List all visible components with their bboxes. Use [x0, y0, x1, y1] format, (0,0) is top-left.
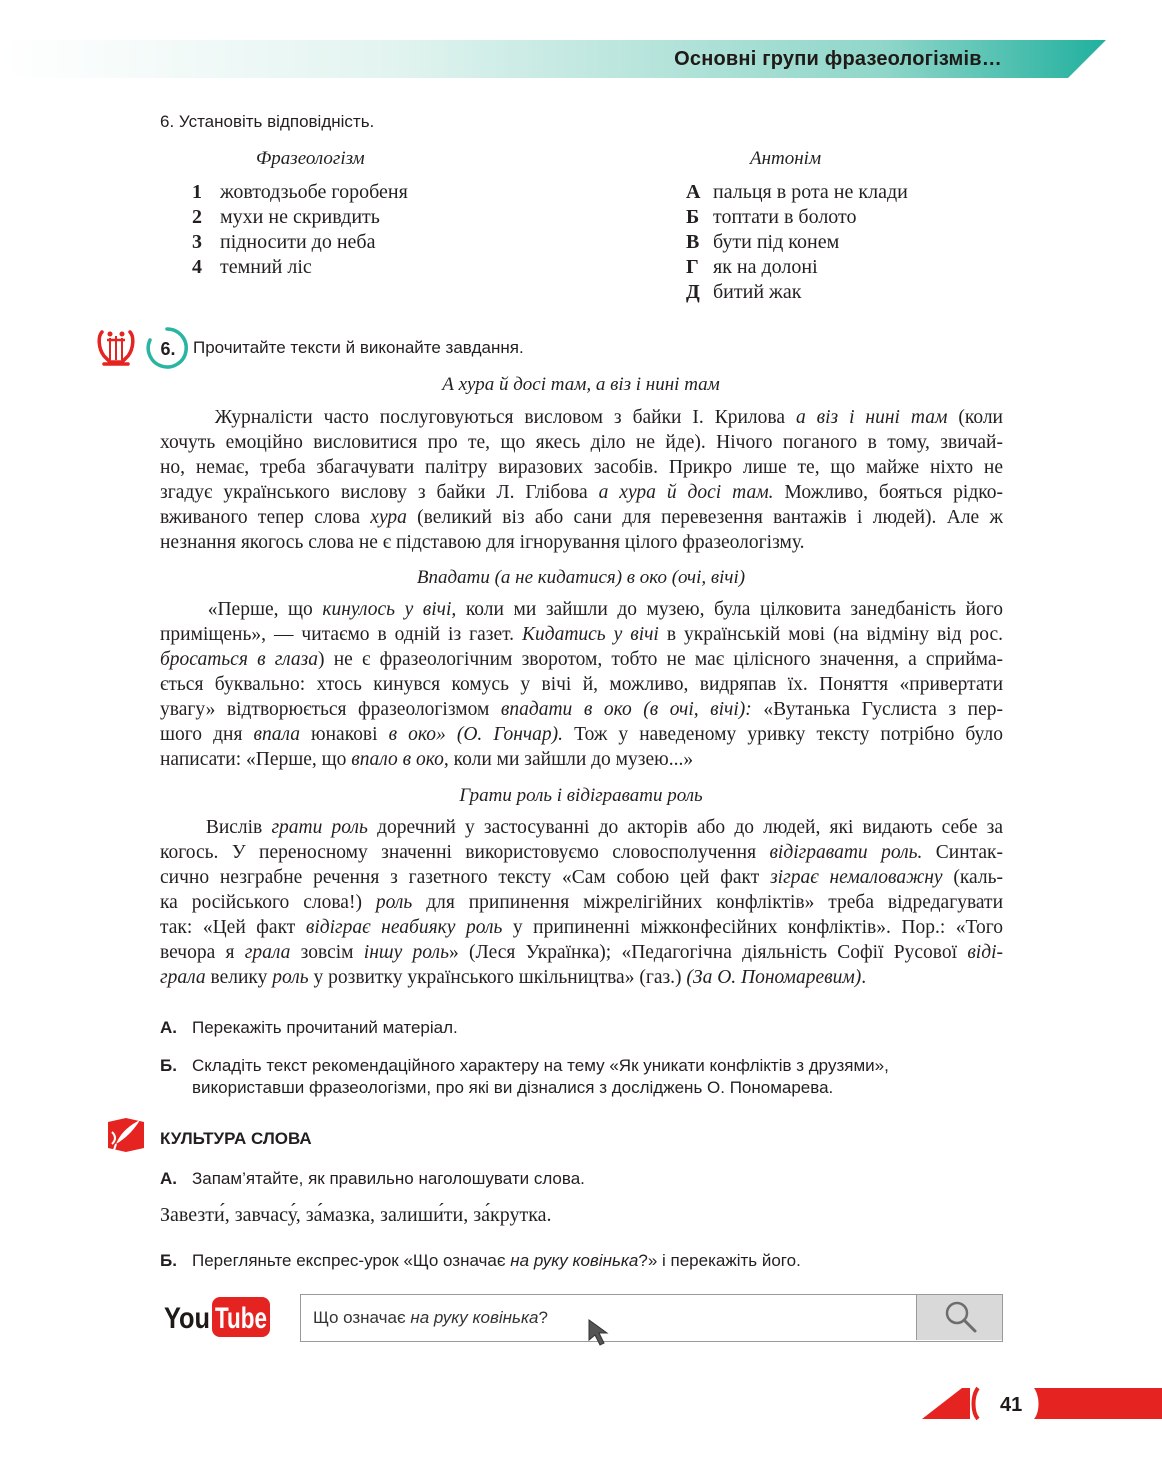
text-run: написати: «Перше, що	[160, 749, 352, 770]
item-text: як на долоні	[713, 256, 818, 278]
item-text: темний ліс	[220, 256, 312, 278]
list-item	[192, 255, 408, 280]
culture-task-b	[160, 1250, 801, 1272]
lyre-icon	[96, 326, 136, 368]
text-run: юнакові	[299, 724, 389, 745]
text-line	[160, 915, 1003, 940]
task-letter: Б.	[160, 1251, 177, 1270]
list-item	[686, 205, 908, 230]
list-item	[686, 180, 908, 205]
text-run: сично незграбне речення з газетного тексту «Сам собою цей факт	[160, 867, 771, 888]
text-run: в українській мові (на відміну від рос.	[658, 624, 1003, 645]
task-letter: А.	[160, 1169, 177, 1188]
search-icon	[917, 1295, 1003, 1340]
text-run: когось. У переносному значенні використовуємо словосполучення	[160, 842, 770, 863]
text-run: (каль-	[942, 867, 1003, 888]
text-run: зіграє немаловажну	[770, 867, 943, 888]
list-item	[686, 230, 908, 255]
search-button[interactable]	[916, 1295, 1002, 1340]
list-item	[192, 230, 408, 255]
text-run: ка російського слова!)	[160, 892, 376, 913]
task-b	[160, 1055, 889, 1099]
item-letter: В	[686, 231, 700, 253]
match-left-list	[192, 180, 408, 280]
list-item	[686, 280, 908, 305]
text-run: хочуть емоційно висловитися про те, що якесь діло не йде). Нічого поганого в тому, звичай-	[160, 432, 1003, 453]
text-line	[160, 430, 1003, 455]
youtube-logo-you: You	[164, 1302, 210, 1335]
exercise-instruction: Прочитайте тексти й виконайте завдання.	[193, 338, 524, 357]
quill-book-icon	[104, 1114, 148, 1156]
text-run: коли ми зайшли до музею, була цілковита занедбаність його	[456, 599, 1003, 620]
text-run: шого дня	[160, 724, 254, 745]
list-item	[192, 180, 408, 205]
text-run: доречний у застосуванні до акторів або до людей, які видають себе за	[367, 817, 1004, 838]
text-run: а хура й досі там.	[598, 482, 774, 503]
text-line	[160, 697, 1003, 722]
text-line	[160, 865, 1003, 890]
text-run: згадує українського вислову з байки Л. Глібова	[160, 482, 599, 503]
text-line	[160, 455, 1003, 480]
text-run: » (Леся Українка); «Педагогічна діяльність Софії Русової	[448, 942, 968, 963]
text-run: для припинення міжрелігійних конфліктів» треба відредагувати	[412, 892, 1004, 913]
text-run: ється буквально: хтось кинувся комусь у вічі й, можливо, видряпав їх. Поняття «привертати	[160, 674, 1003, 695]
task-text: Перегляньте експрес-урок «Що означає	[192, 1251, 511, 1270]
text-run: Журналісти часто послуговуються висловом з байки І. Крилова	[214, 407, 796, 428]
text-line	[160, 505, 1003, 530]
text-line	[160, 405, 1003, 430]
task-a	[160, 1017, 458, 1039]
page-number-band	[922, 1388, 1162, 1420]
search-query-emphasis: на руку ковінька	[410, 1308, 539, 1327]
item-text: битий жак	[713, 281, 802, 303]
text-run: впадати в око (в очі, вічі):	[500, 699, 752, 720]
text-line	[160, 840, 1003, 865]
task-text: Перекажіть прочитаний матеріал.	[192, 1018, 458, 1037]
item-number: 4	[192, 256, 202, 278]
exercise-circle-icon	[145, 326, 189, 370]
text-run: вечора я	[160, 942, 245, 963]
text-run: (коли	[947, 407, 1003, 428]
youtube-search-box[interactable]	[300, 1294, 1003, 1342]
text-run: віді-	[967, 942, 1003, 963]
text-line	[160, 722, 1003, 747]
list-item	[686, 255, 908, 280]
text-line	[160, 530, 1003, 555]
match-left-heading: Фразеологізм	[256, 148, 365, 169]
text-run: відіграє неабияку роль	[305, 917, 503, 938]
text-run: .	[861, 967, 867, 988]
item-text: бути під конем	[713, 231, 840, 253]
text-run: в око» (О. Гончар).	[388, 724, 564, 745]
text-run: грала	[244, 942, 291, 963]
text-run: ) не є фразеологічним зворотом, тобто не має цілісного значення, а сприйма-	[317, 649, 1004, 670]
task-letter: А.	[160, 1018, 177, 1037]
text-run: Кидатись у вічі	[522, 624, 659, 645]
text-run: незнання якогось слова не є підставою для ігнорування цілого фразеологізму.	[160, 532, 805, 553]
list-item	[192, 205, 408, 230]
text-run: приміщень», — читаємо в одній із газет.	[160, 624, 522, 645]
text-line	[160, 622, 1003, 647]
text-run: грати роль	[271, 817, 368, 838]
text-run: у припиненні міжконфесійних конфліктів». Пор.: «Того	[502, 917, 1004, 938]
text-run: коли ми зайшли до музею...»	[448, 749, 694, 770]
paragraph-1	[160, 405, 1003, 555]
stress-words: Завезти́, завчасу́, за́мазка, залиши́ти, за́крутка.	[160, 1204, 552, 1226]
text-line	[160, 672, 1003, 697]
text-run: «Вутанька Гуслиста з пер-	[751, 699, 1003, 720]
text-run: увагу» відтворюється фразеологізмом	[160, 699, 501, 720]
text-run: Синтак-	[922, 842, 1004, 863]
mouse-cursor-icon	[587, 1318, 613, 1348]
text-run: Можливо, бояться рідко-	[773, 482, 1003, 503]
text-run: впала	[253, 724, 300, 745]
culture-heading: КУЛЬТУРА СЛОВА	[160, 1129, 312, 1148]
item-letter: Г	[686, 256, 699, 278]
text-run: грала	[160, 967, 206, 988]
text-line	[160, 597, 1003, 622]
match-right-heading: Антонім	[750, 148, 822, 169]
text-line	[160, 940, 1003, 965]
text-line	[160, 480, 1003, 505]
text-run: но, немає, треба збагачувати палітру виразових засобів. Прикро лише те, що майже ніхто не	[160, 457, 1003, 478]
section-title-1: А хура й досі там, а віз і нині там	[442, 374, 720, 395]
item-text: жовтодзьобе горобеня	[220, 181, 408, 203]
text-run: хура	[370, 507, 407, 528]
item-number: 1	[192, 181, 202, 203]
search-query-text: Що означає	[313, 1308, 411, 1327]
item-letter: Д	[686, 281, 700, 303]
text-run: так: «Цей факт	[160, 917, 306, 938]
paragraph-2	[160, 597, 1003, 772]
item-text: підносити до неба	[220, 231, 376, 253]
text-run: «Перше, що	[207, 599, 323, 620]
text-line	[160, 647, 1003, 672]
exercise-number: 6.	[160, 339, 176, 359]
match-task: 6. Установіть відповідність.	[160, 112, 375, 131]
search-input[interactable]	[313, 1308, 548, 1328]
text-line	[160, 965, 1003, 990]
text-run: відігравати роль.	[769, 842, 923, 863]
text-run: велику	[205, 967, 273, 988]
text-run: роль	[272, 967, 309, 988]
item-letter: А	[686, 181, 701, 203]
task-text: ?» і перекажіть його.	[638, 1251, 801, 1270]
task-letter: Б.	[160, 1056, 177, 1075]
text-run: впало в око,	[351, 749, 449, 770]
task-text-continued: використавши фразеологізми, про які ви дізналися з досліджень О. Пономарева.	[192, 1078, 834, 1097]
task-text: Запам’ятайте, як правильно наголошувати слова.	[192, 1169, 585, 1188]
page-number: 41	[1000, 1394, 1023, 1416]
text-run: зовсім	[290, 942, 364, 963]
task-text-emphasis: на руку ковінька	[510, 1251, 639, 1270]
text-run: (За О. Пономаревим)	[686, 967, 862, 988]
text-line	[160, 815, 1003, 840]
item-text: мухи не скривдить	[220, 206, 380, 228]
text-line	[160, 747, 1003, 772]
item-text: пальця в рота не клади	[713, 181, 908, 203]
text-run: іншу роль	[363, 942, 449, 963]
text-run: роль	[375, 892, 413, 913]
culture-task-a	[160, 1168, 585, 1190]
item-text: топтати в болото	[713, 206, 857, 228]
item-number: 3	[192, 231, 202, 253]
item-number: 2	[192, 206, 202, 228]
text-run: кинулось у вічі,	[322, 599, 457, 620]
text-run: (великий віз або сани для перевезення вантажів і людей). Але ж	[406, 507, 1003, 528]
text-run: вживаного тепер слова	[160, 507, 371, 528]
page-header-title: Основні групи фразеологізмів…	[674, 48, 1002, 70]
text-run: Тож у наведеному уривку тексту потрібно було	[563, 724, 1003, 745]
youtube-logo-icon[interactable]	[164, 1295, 272, 1339]
search-query-text: ?	[538, 1308, 548, 1327]
youtube-logo-tube: Tube	[215, 1302, 267, 1335]
task-text: Складіть текст рекомендаційного характеру на тему «Як уникати конфліктів з друзями»,	[192, 1056, 889, 1075]
match-right-list	[686, 180, 908, 305]
text-run: Вислів	[205, 817, 272, 838]
text-run: бросаться в глаза	[160, 649, 318, 670]
section-title-2: Впадати (а не кидатися) в око (очі, вічі)	[416, 567, 746, 588]
text-run: а віз і нині там	[795, 407, 948, 428]
item-letter: Б	[686, 206, 700, 228]
paragraph-3	[160, 815, 1003, 990]
section-title-3: Грати роль і відігравати роль	[459, 785, 703, 806]
text-run: у розвитку українського шкільництва» (газ.)	[308, 967, 687, 988]
text-line	[160, 890, 1003, 915]
